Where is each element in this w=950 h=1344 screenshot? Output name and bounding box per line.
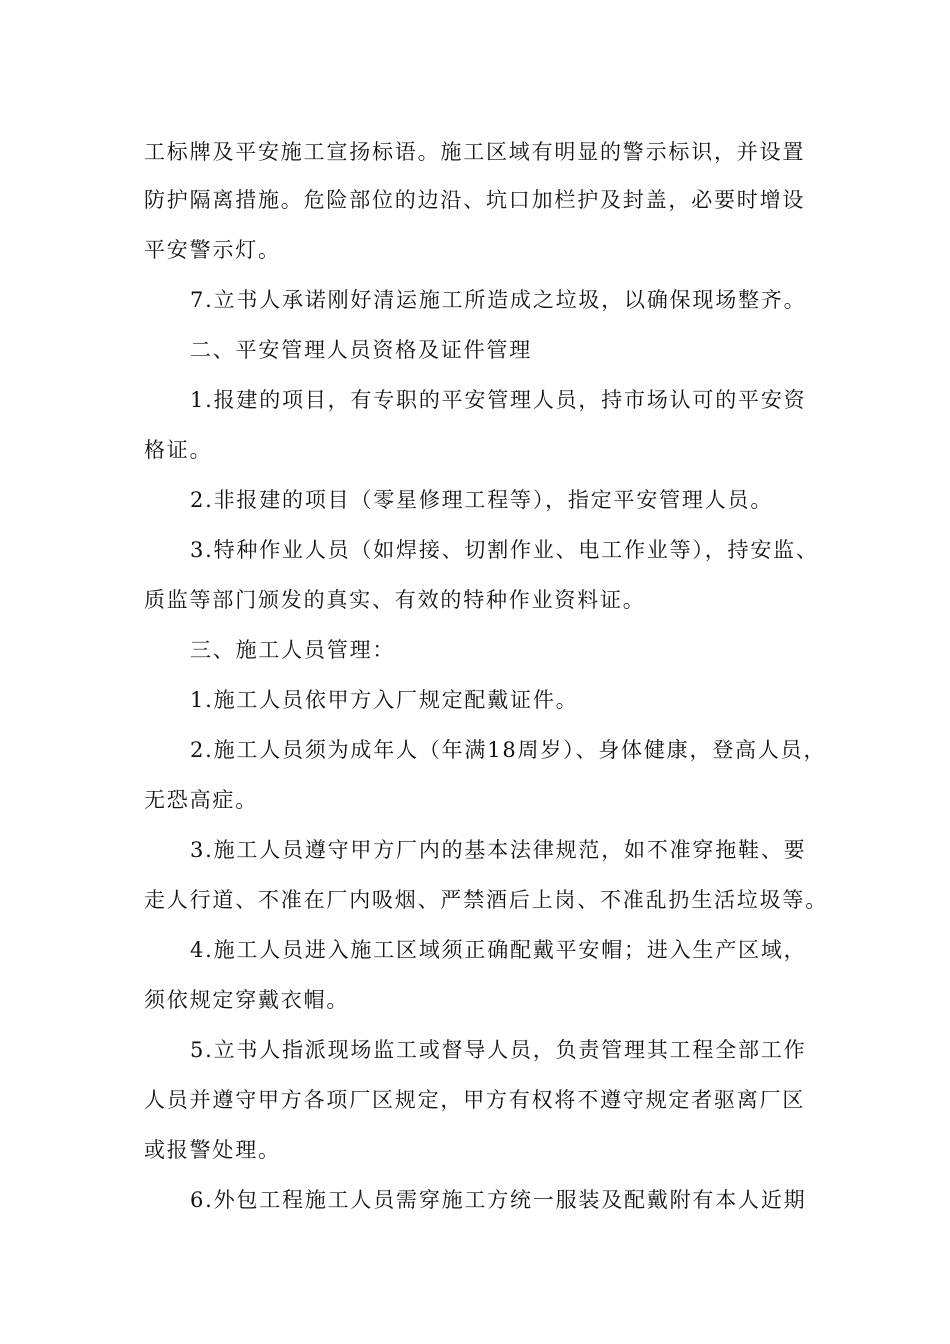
numbered-item: 7.立书人承诺刚好清运施工所造成之垃圾，以确保现场整齐。 xyxy=(190,288,807,312)
text-line: 格证。 xyxy=(144,438,213,462)
text-line: 质监等部门颁发的真实、有效的特种作业资料证。 xyxy=(144,588,646,612)
text-line: 无恐高症。 xyxy=(144,788,258,812)
text-line: 走人行道、不准在厂内吸烟、严禁酒后上岗、不准乱扔生活垃圾等。 xyxy=(144,888,828,912)
section-heading: 三、施工人员管理： xyxy=(190,638,396,662)
text-line: 平安警示灯。 xyxy=(144,238,281,262)
numbered-item: 2.施工人员须为成年人（年满18周岁）、身体健康，登高人员， xyxy=(190,738,827,762)
numbered-item: 1.报建的项目，有专职的平安管理人员，持市场认可的平安资 xyxy=(190,388,807,412)
text-line: 人员并遵守甲方各项厂区规定，甲方有权将不遵守规定者驱离厂区 xyxy=(144,1088,806,1112)
text-line: 须依规定穿戴衣帽。 xyxy=(144,988,350,1012)
numbered-item: 1.施工人员依甲方入厂规定配戴证件。 xyxy=(190,688,579,712)
numbered-item: 2.非报建的项目（零星修理工程等），指定平安管理人员。 xyxy=(190,488,774,512)
text-line: 或报警处理。 xyxy=(144,1138,281,1162)
numbered-item: 3.特种作业人员（如焊接、切割作业、电工作业等），持安监、 xyxy=(190,538,819,562)
text-line: 防护隔离措施。危险部位的边沿、坑口加栏护及封盖，必要时增设 xyxy=(144,188,806,212)
text-line: 工标牌及平安施工宣扬标语。施工区域有明显的警示标识，并设置 xyxy=(144,140,806,164)
numbered-item: 4.施工人员进入施工区域须正确配戴平安帽；进入生产区域， xyxy=(190,938,807,962)
section-heading: 二、平安管理人员资格及证件管理 xyxy=(190,338,532,362)
numbered-item: 6.外包工程施工人员需穿施工方统一服装及配戴附有本人近期 xyxy=(190,1188,807,1212)
numbered-item: 3.施工人员遵守甲方厂内的基本法律规范，如不准穿拖鞋、要 xyxy=(190,838,807,862)
numbered-item: 5.立书人指派现场监工或督导人员，负责管理其工程全部工作 xyxy=(190,1038,807,1062)
